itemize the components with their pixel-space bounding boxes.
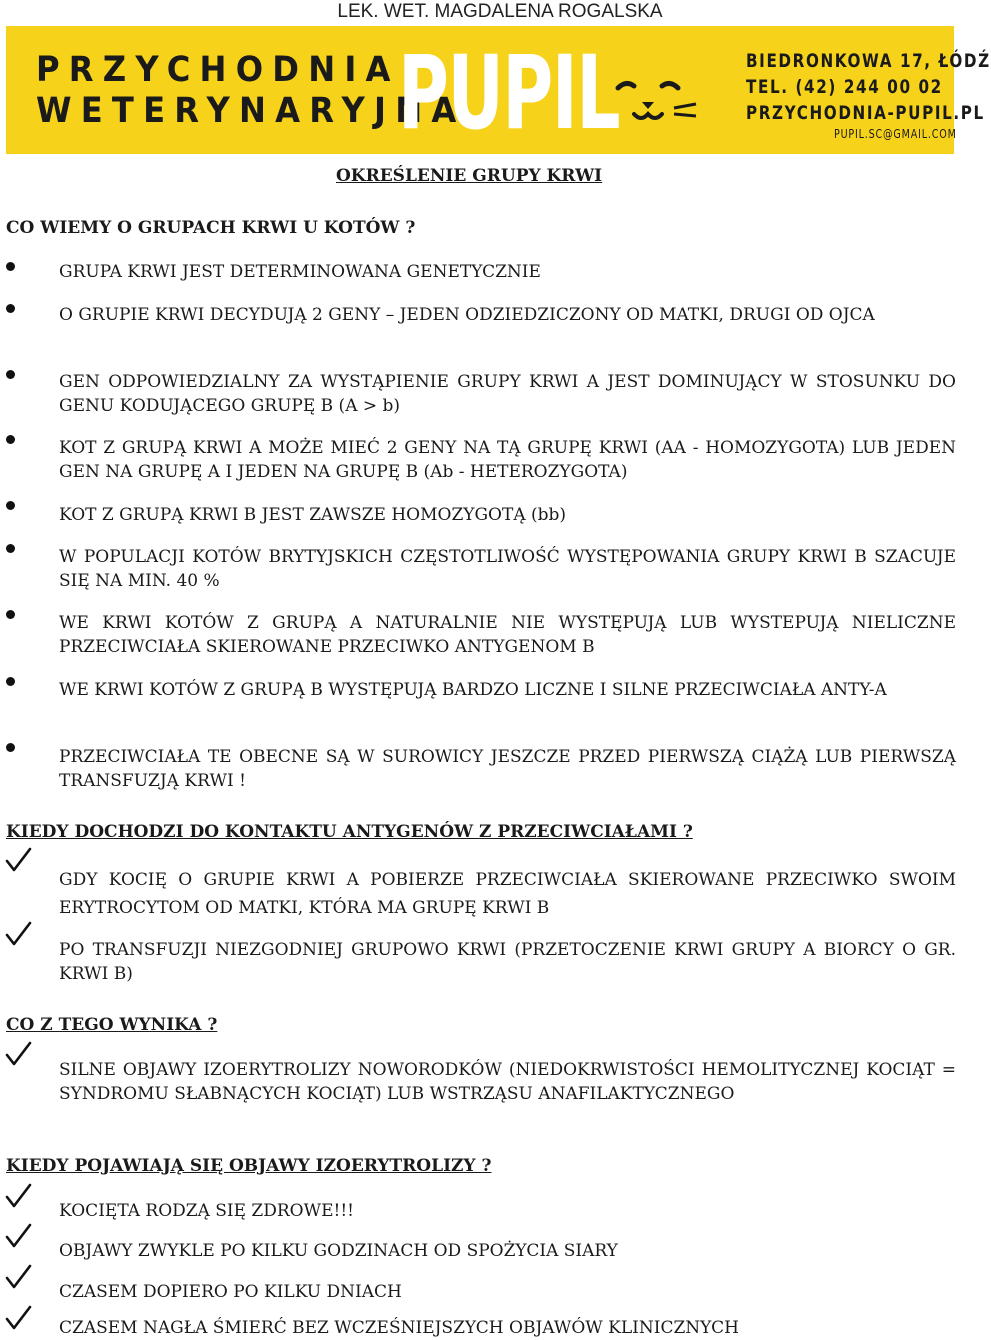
checkmark-icon: [4, 1263, 32, 1291]
checkmark-icon: [4, 1304, 32, 1332]
list-item: KOT Z GRUPĄ KRWI B JEST ZAWSZE HOMOZYGOTĄ (bb): [59, 505, 567, 525]
section-heading: CO WIEMY O GRUPACH KRWI U KOTÓW ?: [6, 218, 416, 238]
clinic-contact: [746, 48, 991, 142]
bullet-icon: [6, 304, 15, 313]
author-header: LEK. WET. MAGDALENA ROGALSKA: [337, 1, 663, 22]
clinic-email: PUPIL.SC@GMAIL.COM: [834, 127, 957, 141]
list-item: CZASEM DOPIERO PO KILKU DNIACH: [59, 1282, 402, 1302]
checkmark-icon: [4, 1182, 32, 1210]
list-item: PO TRANSFUZJI NIEZGODNIEJ GRUPOWO KRWI (PRZETOCZENIE KRWI GRUPY A BIORCY O GR. KRWI B): [59, 940, 956, 984]
list-item: GDY KOCIĘ O GRUPIE KRWI A POBIERZE PRZECIWCIAŁA SKIEROWANE PRZECIWKO SWOIM ERYTROCYTOM OD MATKI, KTÓRA MA GRUPĘ KRWI B: [59, 870, 956, 918]
brand-logo-text: PUPIL: [398, 34, 620, 153]
document-title: OKREŚLENIE GRUPY KRWI: [336, 166, 603, 186]
checkmark-icon: [4, 1040, 32, 1068]
list-item: SILNE OBJAWY IZOERYTROLIZY NOWORODKÓW (NIEDOKRWISTOŚCI HEMOLITYCZNEJ KOCIĄT = SYNDROMU SŁABNĄCYCH KOCIĄT) LUB WSTRZĄSU ANAFILAKTYCZNEGO: [59, 1060, 956, 1104]
list-item: WE KRWI KOTÓW Z GRUPĄ A NATURALNIE NIE WYSTĘPUJĄ LUB WYSTEPUJĄ NIELICZNE PRZECIWCIAŁA SKIEROWANE PRZECIWKO ANTYGENOM B: [59, 613, 956, 657]
list-item: OBJAWY ZWYKLE PO KILKU GODZINACH OD SPOŻYCIA SIARY: [59, 1241, 618, 1261]
list-item: KOCIĘTA RODZĄ SIĘ ZDROWE!!!: [59, 1201, 354, 1221]
checkmark-icon: [4, 1222, 32, 1250]
clinic-name-line2: WETERYNARYJNA: [36, 91, 466, 131]
clinic-name-line1: PRZYCHODNIA: [36, 50, 400, 90]
checkmark-icon: [4, 920, 32, 948]
section-heading: KIEDY POJAWIAJĄ SIĘ OBJAWY IZOERYTROLIZY ?: [6, 1156, 492, 1176]
list-item: GRUPA KRWI JEST DETERMINOWANA GENETYCZNIE: [59, 262, 541, 282]
section-heading: CO Z TEGO WYNIKA ?: [6, 1015, 218, 1035]
bullet-icon: [6, 677, 15, 686]
bullet-icon: [6, 435, 15, 444]
section-heading: KIEDY DOCHODZI DO KONTAKTU ANTYGENÓW Z PRZECIWCIAŁAMI ?: [6, 822, 693, 842]
list-item: WE KRWI KOTÓW Z GRUPĄ B WYSTĘPUJĄ BARDZO LICZNE I SILNE PRZECIWCIAŁA ANTY-A: [59, 680, 887, 700]
bullet-icon: [6, 743, 15, 752]
cat-face-icon: [612, 76, 698, 130]
bullet-icon: [6, 544, 15, 553]
bullet-icon: [6, 610, 15, 619]
bullet-icon: [6, 370, 15, 379]
bullet-icon: [6, 262, 15, 271]
clinic-website: PRZYCHODNIA-PUPIL.PL: [746, 102, 985, 124]
list-item: O GRUPIE KRWI DECYDUJĄ 2 GENY – JEDEN ODZIEDZICZONY OD MATKI, DRUGI OD OJCA: [59, 305, 875, 325]
list-item: GEN ODPOWIEDZIALNY ZA WYSTĄPIENIE GRUPY KRWI A JEST DOMINUJĄCY W STOSUNKU DO GENU KODUJĄCEGO GRUPĘ B (A > b): [59, 372, 956, 416]
clinic-address: BIEDRONKOWA 17, ŁÓDŹ: [746, 50, 991, 72]
list-item: CZASEM NAGŁA ŚMIERĆ BEZ WCZEŚNIEJSZYCH OBJAWÓW KLINICZNYCH: [59, 1318, 739, 1338]
bullet-icon: [6, 501, 15, 510]
list-item: KOT Z GRUPĄ KRWI A MOŻE MIEĆ 2 GENY NA TĄ GRUPĘ KRWI (AA - HOMOZYGOTA) LUB JEDEN GEN NA GRUPĘ A I JEDEN NA GRUPĘ B (Ab - HETEROZYGOTA): [59, 438, 956, 482]
checkmark-icon: [4, 846, 32, 874]
list-item: W POPULACJI KOTÓW BRYTYJSKICH CZĘSTOTLIWOŚĆ WYSTĘPOWANIA GRUPY KRWI B SZACUJE SIĘ NA MIN. 40 %: [59, 547, 956, 591]
list-item: PRZECIWCIAŁA TE OBECNE SĄ W SUROWICY JESZCZE PRZED PIERWSZĄ CIĄŻĄ LUB PIERWSZĄ TRANSFUZJĄ KRWI !: [59, 747, 956, 791]
clinic-banner: [6, 26, 991, 154]
clinic-phone: TEL. (42) 244 00 02: [746, 76, 943, 98]
